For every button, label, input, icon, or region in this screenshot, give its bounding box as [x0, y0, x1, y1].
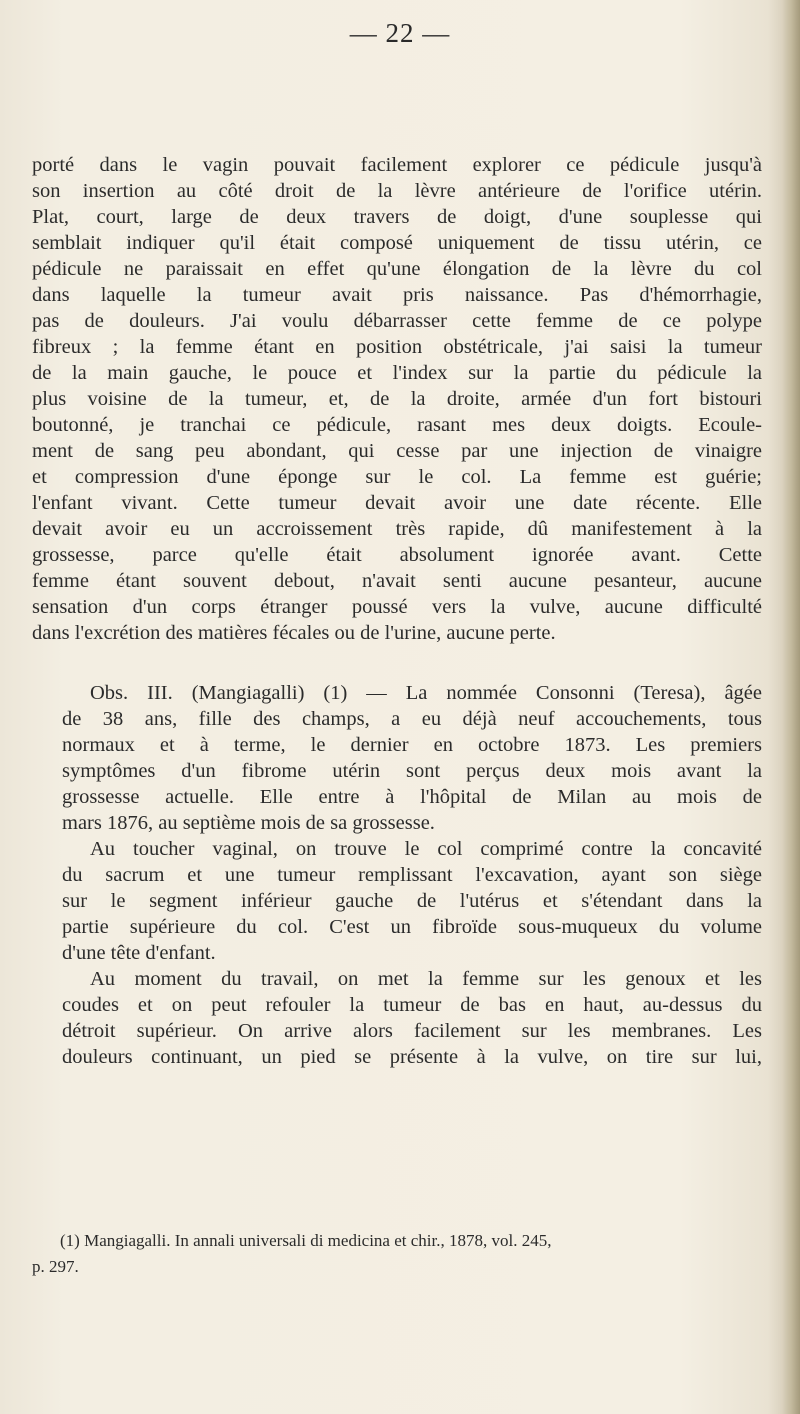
footnote-line: p. 297.	[32, 1257, 79, 1276]
text-line: porté dans le vagin pouvait facilement explorer ce pédicule jusqu'à	[32, 154, 762, 176]
observation-heading-line: Obs. III. (Mangiagalli) (1) — La nommée Consonni (Teresa), âgée	[90, 682, 762, 704]
text-line: dans l'excrétion des matières fécales ou de l'urine, aucune perte.	[32, 622, 556, 644]
footnote	[32, 1228, 762, 1280]
text-line: et compression d'une éponge sur le col. La femme est guérie;	[32, 466, 762, 488]
text-line: dans laquelle la tumeur avait pris naissance. Pas d'hémorrhagie,	[32, 284, 762, 306]
text-line: partie supérieure du col. C'est un fibroïde sous-muqueux du volume	[62, 916, 762, 938]
text-line: fibreux ; la femme étant en position obstétricale, j'ai saisi la tumeur	[32, 336, 762, 358]
page-edge-shadow	[782, 0, 800, 1414]
text-line: symptômes d'un fibrome utérin sont perçus deux mois avant la	[62, 760, 762, 782]
text-line: mars 1876, au septième mois de sa grossesse.	[62, 812, 435, 834]
text-line: plus voisine de la tumeur, et, de la droite, armée d'un fort bistouri	[32, 388, 762, 410]
paragraph-continuation	[32, 152, 762, 646]
text-line: grossesse, parce qu'elle était absolument ignorée avant. Cette	[32, 544, 762, 566]
text-line: pédicule ne paraissait en effet qu'une élongation de la lèvre du col	[32, 258, 762, 280]
text-line: pas de douleurs. J'ai voulu débarrasser cette femme de ce polype	[32, 310, 762, 332]
text-line: ment de sang peu abondant, qui cesse par une injection de vinaigre	[32, 440, 762, 462]
text-line: de 38 ans, fille des champs, a eu déjà neuf accouchements, tous	[62, 708, 762, 730]
text-line: normaux et à terme, le dernier en octobre 1873. Les premiers	[62, 734, 762, 756]
text-line: sur le segment inférieur gauche de l'utérus et s'étendant dans la	[62, 890, 762, 912]
text-line: Au toucher vaginal, on trouve le col comprimé contre la concavité	[90, 838, 762, 860]
text-line: Plat, court, large de deux travers de doigt, d'une souplesse qui	[32, 206, 762, 228]
text-line: sensation d'un corps étranger poussé vers la vulve, aucune difficulté	[32, 596, 762, 618]
text-line: femme étant souvent debout, n'avait senti aucune pesanteur, aucune	[32, 570, 762, 592]
text-line: Au moment du travail, on met la femme sur les genoux et les	[90, 968, 762, 990]
text-line: son insertion au côté droit de la lèvre antérieure de l'orifice utérin.	[32, 180, 762, 202]
text-line: grossesse actuelle. Elle entre à l'hôpital de Milan au mois de	[62, 786, 762, 808]
observation-three	[32, 680, 762, 1070]
footnote-line: (1) Mangiagalli. In annali universali di medicina et chir., 1878, vol. 245,	[60, 1231, 552, 1250]
text-line: semblait indiquer qu'il était composé uniquement de tissu utérin, ce	[32, 232, 762, 254]
text-line: d'une tête d'enfant.	[62, 942, 216, 964]
text-line: du sacrum et une tumeur remplissant l'excavation, ayant son siège	[62, 864, 762, 886]
text-line: coudes et on peut refouler la tumeur de bas en haut, au-dessus du	[62, 994, 762, 1016]
text-line: détroit supérieur. On arrive alors facilement sur les membranes. Les	[62, 1020, 762, 1042]
text-line: l'enfant vivant. Cette tumeur devait avoir une date récente. Elle	[32, 492, 762, 514]
text-line: douleurs continuant, un pied se présente à la vulve, on tire sur lui,	[62, 1046, 762, 1068]
text-line: de la main gauche, le pouce et l'index sur la partie du pédicule la	[32, 362, 762, 384]
text-line: devait avoir eu un accroissement très rapide, dû manifestement à la	[32, 518, 762, 540]
text-line: boutonné, je tranchai ce pédicule, rasant mes deux doigts. Ecoule-	[32, 414, 762, 436]
page-number: — 22 —	[349, 18, 451, 48]
